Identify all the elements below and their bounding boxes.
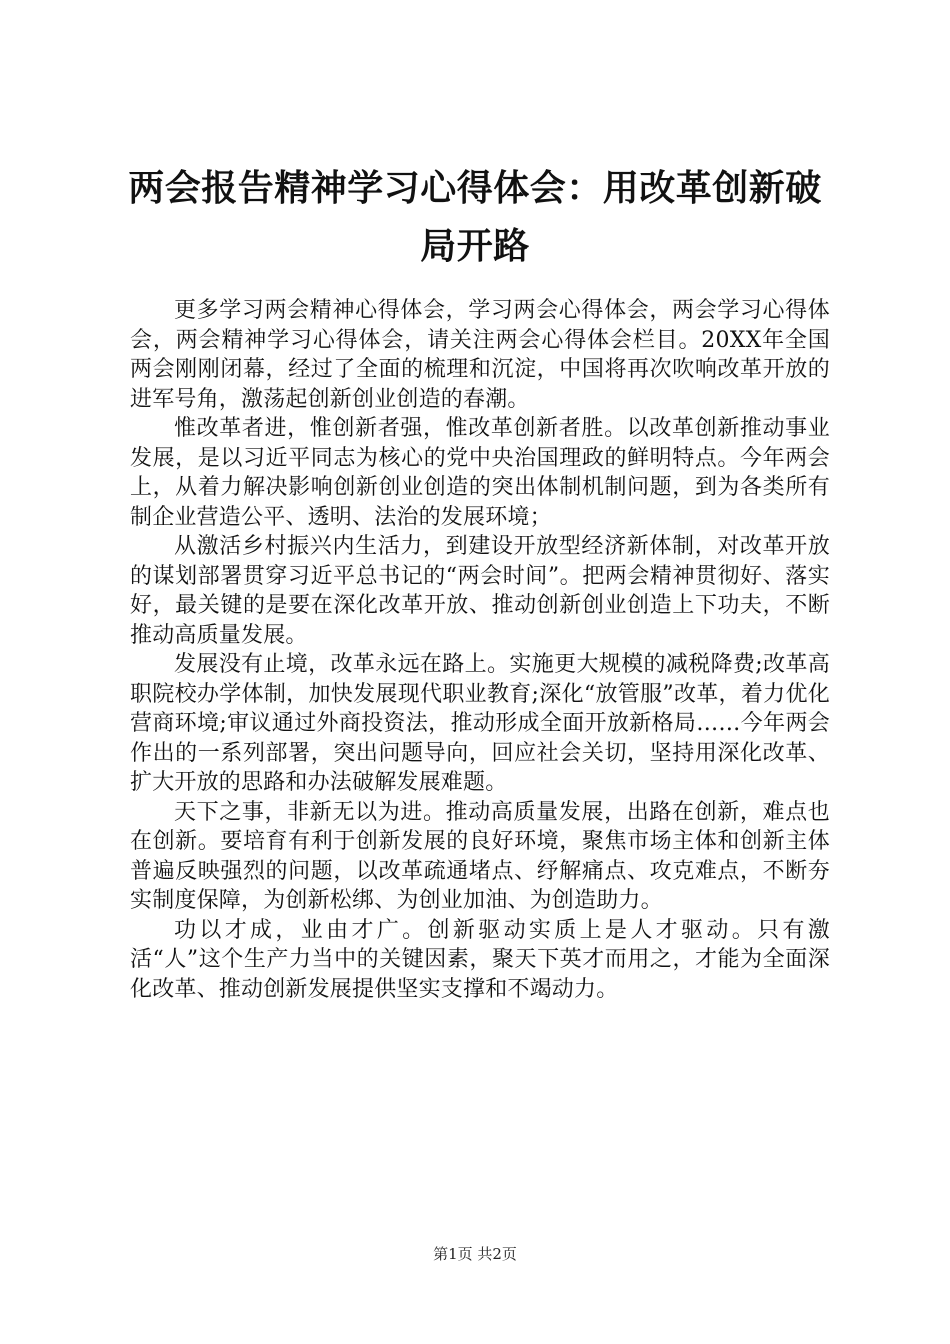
paragraph-5: 天下之事，非新无以为进。推动高质量发展，出路在创新，难点也在创新。要培育有利于创新发展的良好环境，聚焦市场主体和创新主体普遍反映强烈的问题，以改革疏通堵点、纾解痛点、攻克难点，不断夯实制度保障，为创新松绑、为创业加油、为创造助力。 (130, 799, 830, 913)
paragraph-4: 发展没有止境，改革永远在路上。实施更大规模的减税降费;改革高职院校办学体制，加快发展现代职业教育;深化“放管服”改革，着力优化营商环境;审议通过外商投资法，推动形成全面开放新格局……今年两会作出的一系列部署，突出问题导向，回应社会关切，坚持用深化改革、扩大开放的思路和办法破解发展难题。 (130, 652, 830, 795)
paragraph-6: 功以才成，业由才广。创新驱动实质上是人才驱动。只有激活“人”这个生产力当中的关键因素，聚天下英才而用之，才能为全面深化改革、推动创新发展提供坚实支撑和不竭动力。 (130, 917, 830, 1002)
paragraph-2: 惟改革者进，惟创新者强，惟改革创新者胜。以改革创新推动事业发展，是以习近平同志为核心的党中央治国理政的鲜明特点。今年两会上，从着力解决影响创新创业创造的突出体制机制问题，到为各类所有制企业营造公平、透明、法治的发展环境； (130, 416, 830, 530)
page-footer: 第1页 共2页 (433, 1245, 517, 1263)
document-body (130, 296, 830, 1004)
document-title: 两会报告精神学习心得体会：用改革创新破局开路 (128, 168, 822, 267)
paragraph-3: 从激活乡村振兴内生活力，到建设开放型经济新体制，对改革开放的谋划部署贯穿习近平总书记的“两会时间”。把两会精神贯彻好、落实好，最关键的是要在深化改革开放、推动创新创业创造上下功夫，不断推动高质量发展。 (130, 534, 830, 648)
paragraph-1: 更多学习两会精神心得体会，学习两会心得体会，两会学习心得体会，两会精神学习心得体会，请关注两会心得体会栏目。20XX年全国两会刚刚闭幕，经过了全面的梳理和沉淀，中国将再次吹响改革开放的进军号角，激荡起创新创业创造的春潮。 (130, 298, 830, 412)
